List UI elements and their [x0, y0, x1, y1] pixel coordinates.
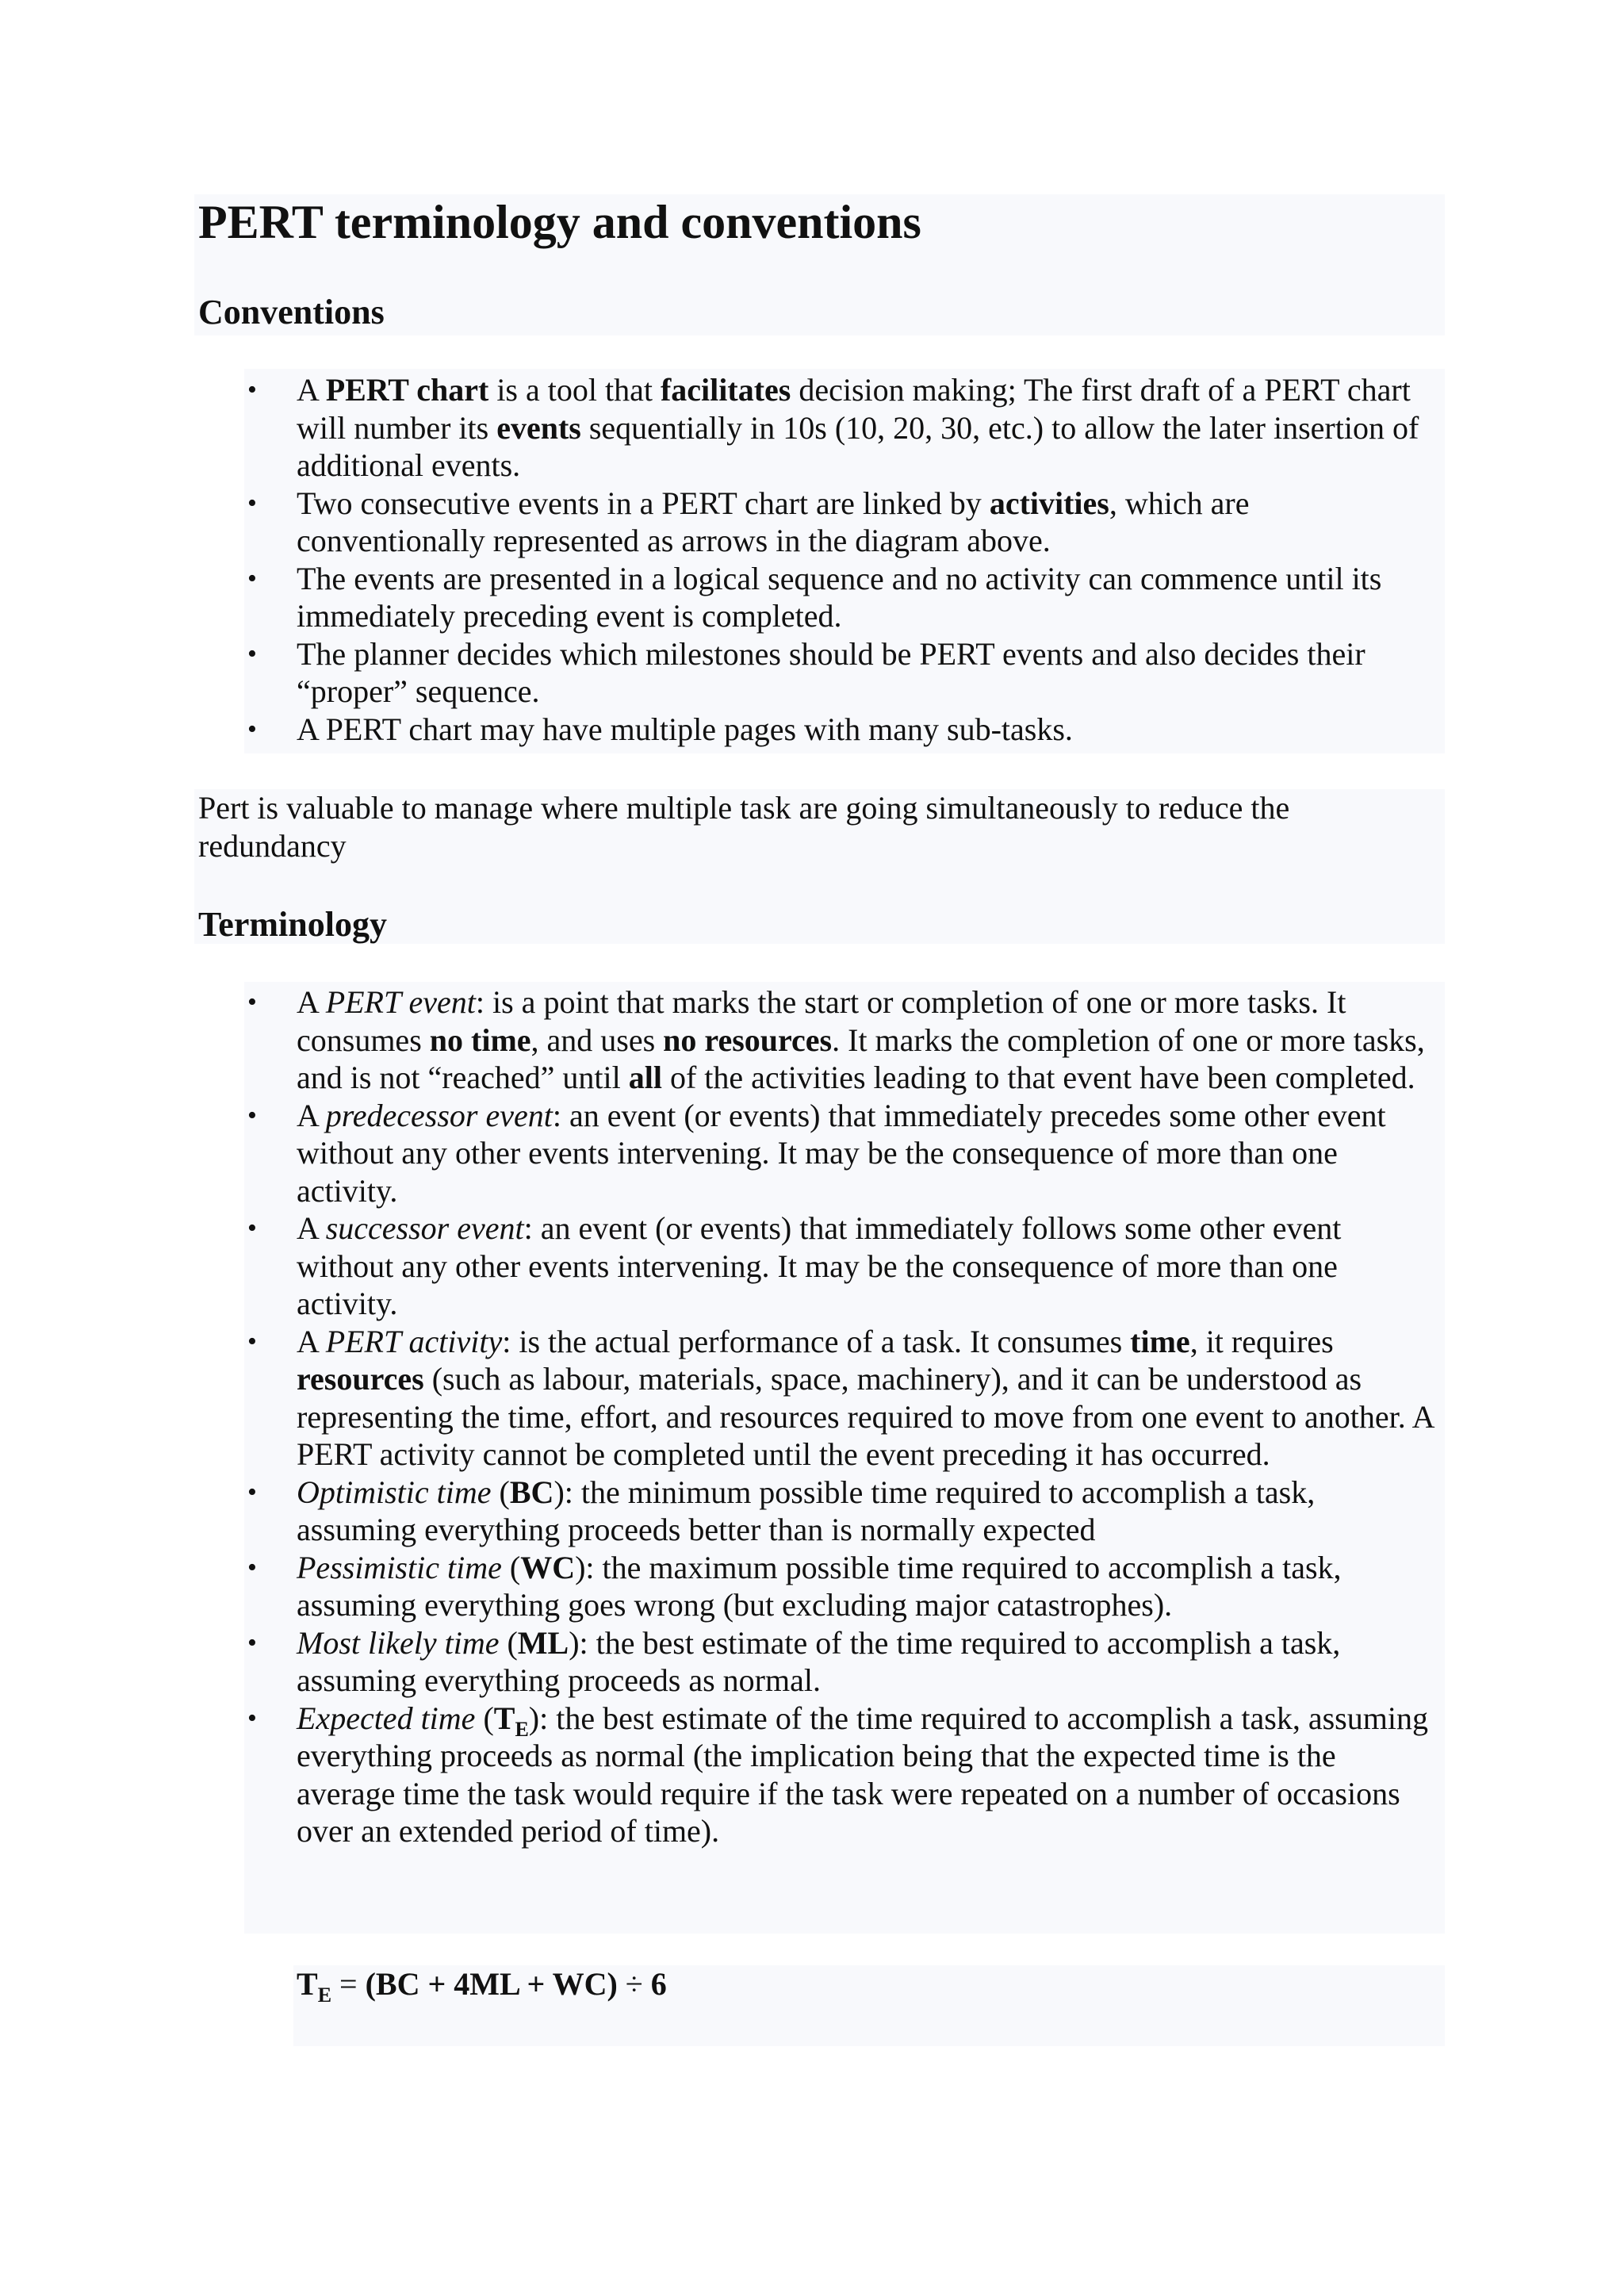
text-run: A: [297, 1210, 326, 1246]
bold-term: events: [496, 409, 581, 446]
text-run: decision making; The first draft of a PERT chart will number its: [297, 372, 1411, 446]
bold-term: BC: [509, 1474, 554, 1510]
text-run: ): the best estimate of the time required to accomplish a task, assuming everything proceeds as normal.: [297, 1624, 1341, 1698]
formula-subscript: E: [317, 1984, 332, 2007]
text-run: , it requires: [1189, 1323, 1334, 1359]
formula-symbol: T: [297, 1966, 318, 2002]
text-run: A: [297, 984, 326, 1020]
bold-term: all: [628, 1060, 662, 1095]
text-run: A: [297, 1097, 326, 1133]
text-run: A: [297, 372, 326, 408]
terminology-list: [198, 983, 1435, 1850]
text-run: , and uses: [530, 1022, 664, 1058]
conventions-list-item: [198, 485, 1435, 560]
terminology-list-item: [198, 1624, 1435, 1700]
terminology-list-item: [198, 1097, 1435, 1210]
terminology-list-item: [198, 983, 1435, 1097]
bold-term: ML: [517, 1624, 569, 1661]
terminology-list-item: [198, 1209, 1435, 1323]
expected-time-formula: [297, 1965, 667, 2007]
conventions-list-item: [198, 560, 1435, 635]
text-run: A PERT chart may have multiple pages with many sub-tasks.: [297, 711, 1073, 747]
italic-term: Optimistic time: [297, 1474, 492, 1510]
formula-expression: (BC + 4ML + WC): [365, 1966, 618, 2002]
formula-equals: =: [331, 1966, 366, 2002]
italic-term: Expected time: [297, 1700, 476, 1736]
bold-term: no time: [429, 1022, 531, 1058]
formula-denominator: 6: [650, 1966, 667, 2002]
terminology-list-item: [198, 1549, 1435, 1624]
text-run: : is the actual performance of a task. It consumes: [502, 1323, 1131, 1359]
italic-term: Most likely time: [297, 1624, 500, 1661]
text-run: . It marks the completion of one or more tasks, and is not “reached” until: [297, 1022, 1425, 1095]
text-run: (such as labour, materials, space, machinery), and it can be understood as representing the time, effort, and resources required to move from one event to another. A PERT activity cannot be completed until the event preceding it has occurred.: [297, 1361, 1434, 1472]
text-run: sequentially in 10s (10, 20, 30, etc.) to allow the later insertion of additional events.: [297, 409, 1419, 483]
terminology-list-item: [198, 1323, 1435, 1474]
text-run: of the activities leading to that event have been completed.: [661, 1060, 1415, 1095]
text-run: : an event (or events) that immediately precedes some other event without any other events intervening. It may be the consequence of more than one activity.: [297, 1097, 1386, 1209]
text-run: (: [499, 1624, 518, 1661]
text-run: , which are conventionally represented as arrows in the diagram above.: [297, 485, 1250, 558]
text-run: ): the maximum possible time required to accomplish a task, assuming everything goes wrong (but excluding major catastrophes).: [297, 1549, 1342, 1623]
terminology-list-item: [198, 1700, 1435, 1850]
bold-term: activities: [989, 485, 1109, 521]
page-title: PERT terminology and conventions: [198, 196, 921, 248]
conventions-list-item: [198, 711, 1435, 749]
text-run: The planner decides which milestones should be PERT events and also decides their “proper” sequence.: [297, 635, 1365, 709]
bold-term: no resources: [663, 1022, 833, 1058]
bold-term: E: [515, 1717, 529, 1741]
italic-term: predecessor event: [325, 1097, 553, 1133]
text-run: The events are presented in a logical sequence and no activity can commence until its immediately preceding event is completed.: [297, 560, 1382, 634]
conventions-list-item: [198, 635, 1435, 711]
conventions-list-item: [198, 371, 1435, 485]
italic-term: PERT activity: [325, 1323, 503, 1359]
text-run: (: [475, 1700, 494, 1736]
bold-term: WC: [520, 1549, 576, 1585]
text-run: ): the minimum possible time required to accomplish a task, assuming everything proceeds better than is normally expected: [297, 1474, 1316, 1547]
bold-term: T: [493, 1700, 515, 1736]
italic-term: Pessimistic time: [297, 1549, 502, 1585]
text-run: ): the best estimate of the time required to accomplish a task, assuming everything proceeds as normal (the implication being that the expected time is the average time the task would require if the task were repeated on a number of occasions over an extended period of time).: [297, 1700, 1428, 1849]
bold-term: resources: [297, 1361, 424, 1397]
terminology-list-item: [198, 1474, 1435, 1549]
formula-divide: ÷: [617, 1966, 651, 2002]
text-run: : is a point that marks the start or completion of one or more tasks. It consumes: [297, 984, 1346, 1058]
text-run: Two consecutive events in a PERT chart are linked by: [297, 485, 990, 521]
text-run: (: [501, 1549, 521, 1585]
text-run: (: [491, 1474, 510, 1510]
italic-term: successor event: [325, 1210, 524, 1246]
terminology-heading: Terminology: [198, 905, 387, 944]
text-run: A: [297, 1323, 326, 1359]
bold-term: PERT chart: [325, 372, 489, 408]
bold-term: time: [1130, 1323, 1190, 1359]
conventions-heading: Conventions: [198, 293, 385, 332]
text-run: : an event (or events) that immediately follows some other event without any other events intervening. It may be the consequence of more than one activity.: [297, 1210, 1342, 1321]
conventions-list: [198, 371, 1435, 748]
italic-term: PERT event: [325, 984, 476, 1020]
text-run: is a tool that: [488, 372, 661, 408]
bold-term: facilitates: [660, 372, 791, 408]
intro-paragraph: Pert is valuable to manage where multiple task are going simultaneously to reduce the redundancy: [198, 790, 1290, 864]
